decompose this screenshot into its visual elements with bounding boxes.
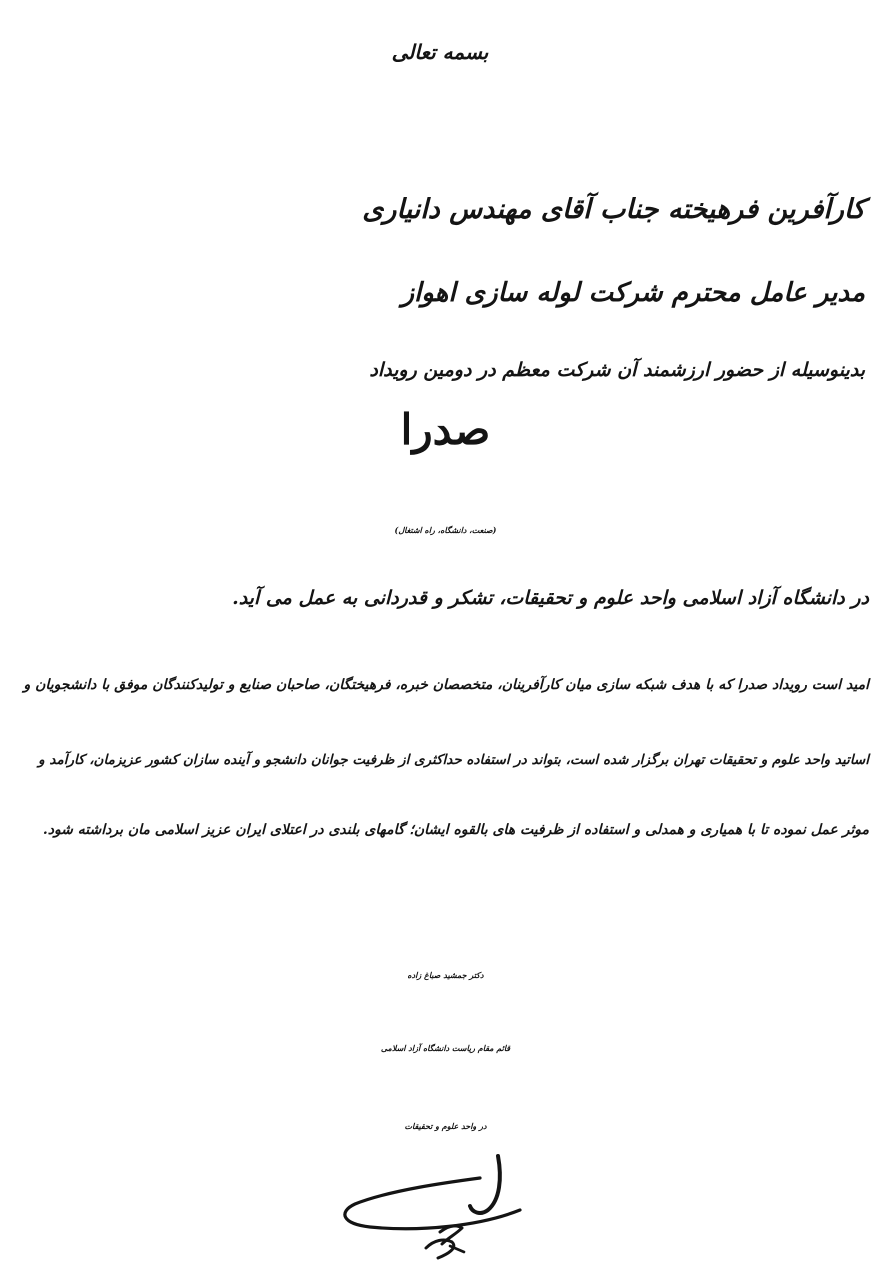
- event-title: صدرا: [400, 405, 491, 454]
- body-line-4: موثر عمل نموده تا با همیاری و همدلی و استفاده از ظرفیت های بالقوه ایشان؛ گامهای بلندی در اعتلای ایران عزیز اسلامی مان برداشته شود.: [42, 822, 869, 838]
- intro-line: بدینوسیله از حضور ارزشمند آن شرکت معظم در دومین رویداد: [369, 359, 865, 381]
- body-line-3: اساتید واحد علوم و تحقیقات تهران برگزار شده است، بتواند در استفاده حداکثری از ظرفیت جوانان دانشجو و آینده سازان کشور عزیزمان، کارآمد و: [38, 752, 869, 768]
- signatory-unit: در واحد علوم و تحقیقات: [404, 1121, 487, 1131]
- body-line-1: در دانشگاه آزاد اسلامی واحد علوم و تحقیقات، تشکر و قدردانی به عمل می آید.: [232, 587, 869, 609]
- body-line-2: امید است رویداد صدرا که با هدف شبکه سازی میان کارآفرینان، متخصصان خبره، فرهیختگان، صاحبان صنایع و تولیدکنندگان موفق با دانشجویان و: [23, 677, 869, 693]
- signatory-title: قائم مقام ریاست دانشگاه آزاد اسلامی: [380, 1043, 511, 1053]
- signatory-name: دکتر جمشید صباغ زاده: [407, 970, 484, 980]
- basmala-heading: بسمه تعالی: [391, 40, 489, 64]
- addressee-position: مدیر عامل محترم شرکت لوله سازی اهواز: [401, 278, 865, 308]
- handwritten-signature: [330, 1148, 530, 1263]
- addressee-name: کارآفرین فرهیخته جناب آقای مهندس دانیاری: [362, 194, 865, 225]
- event-subtitle: (صنعت، دانشگاه، راه اشتغال): [394, 525, 497, 535]
